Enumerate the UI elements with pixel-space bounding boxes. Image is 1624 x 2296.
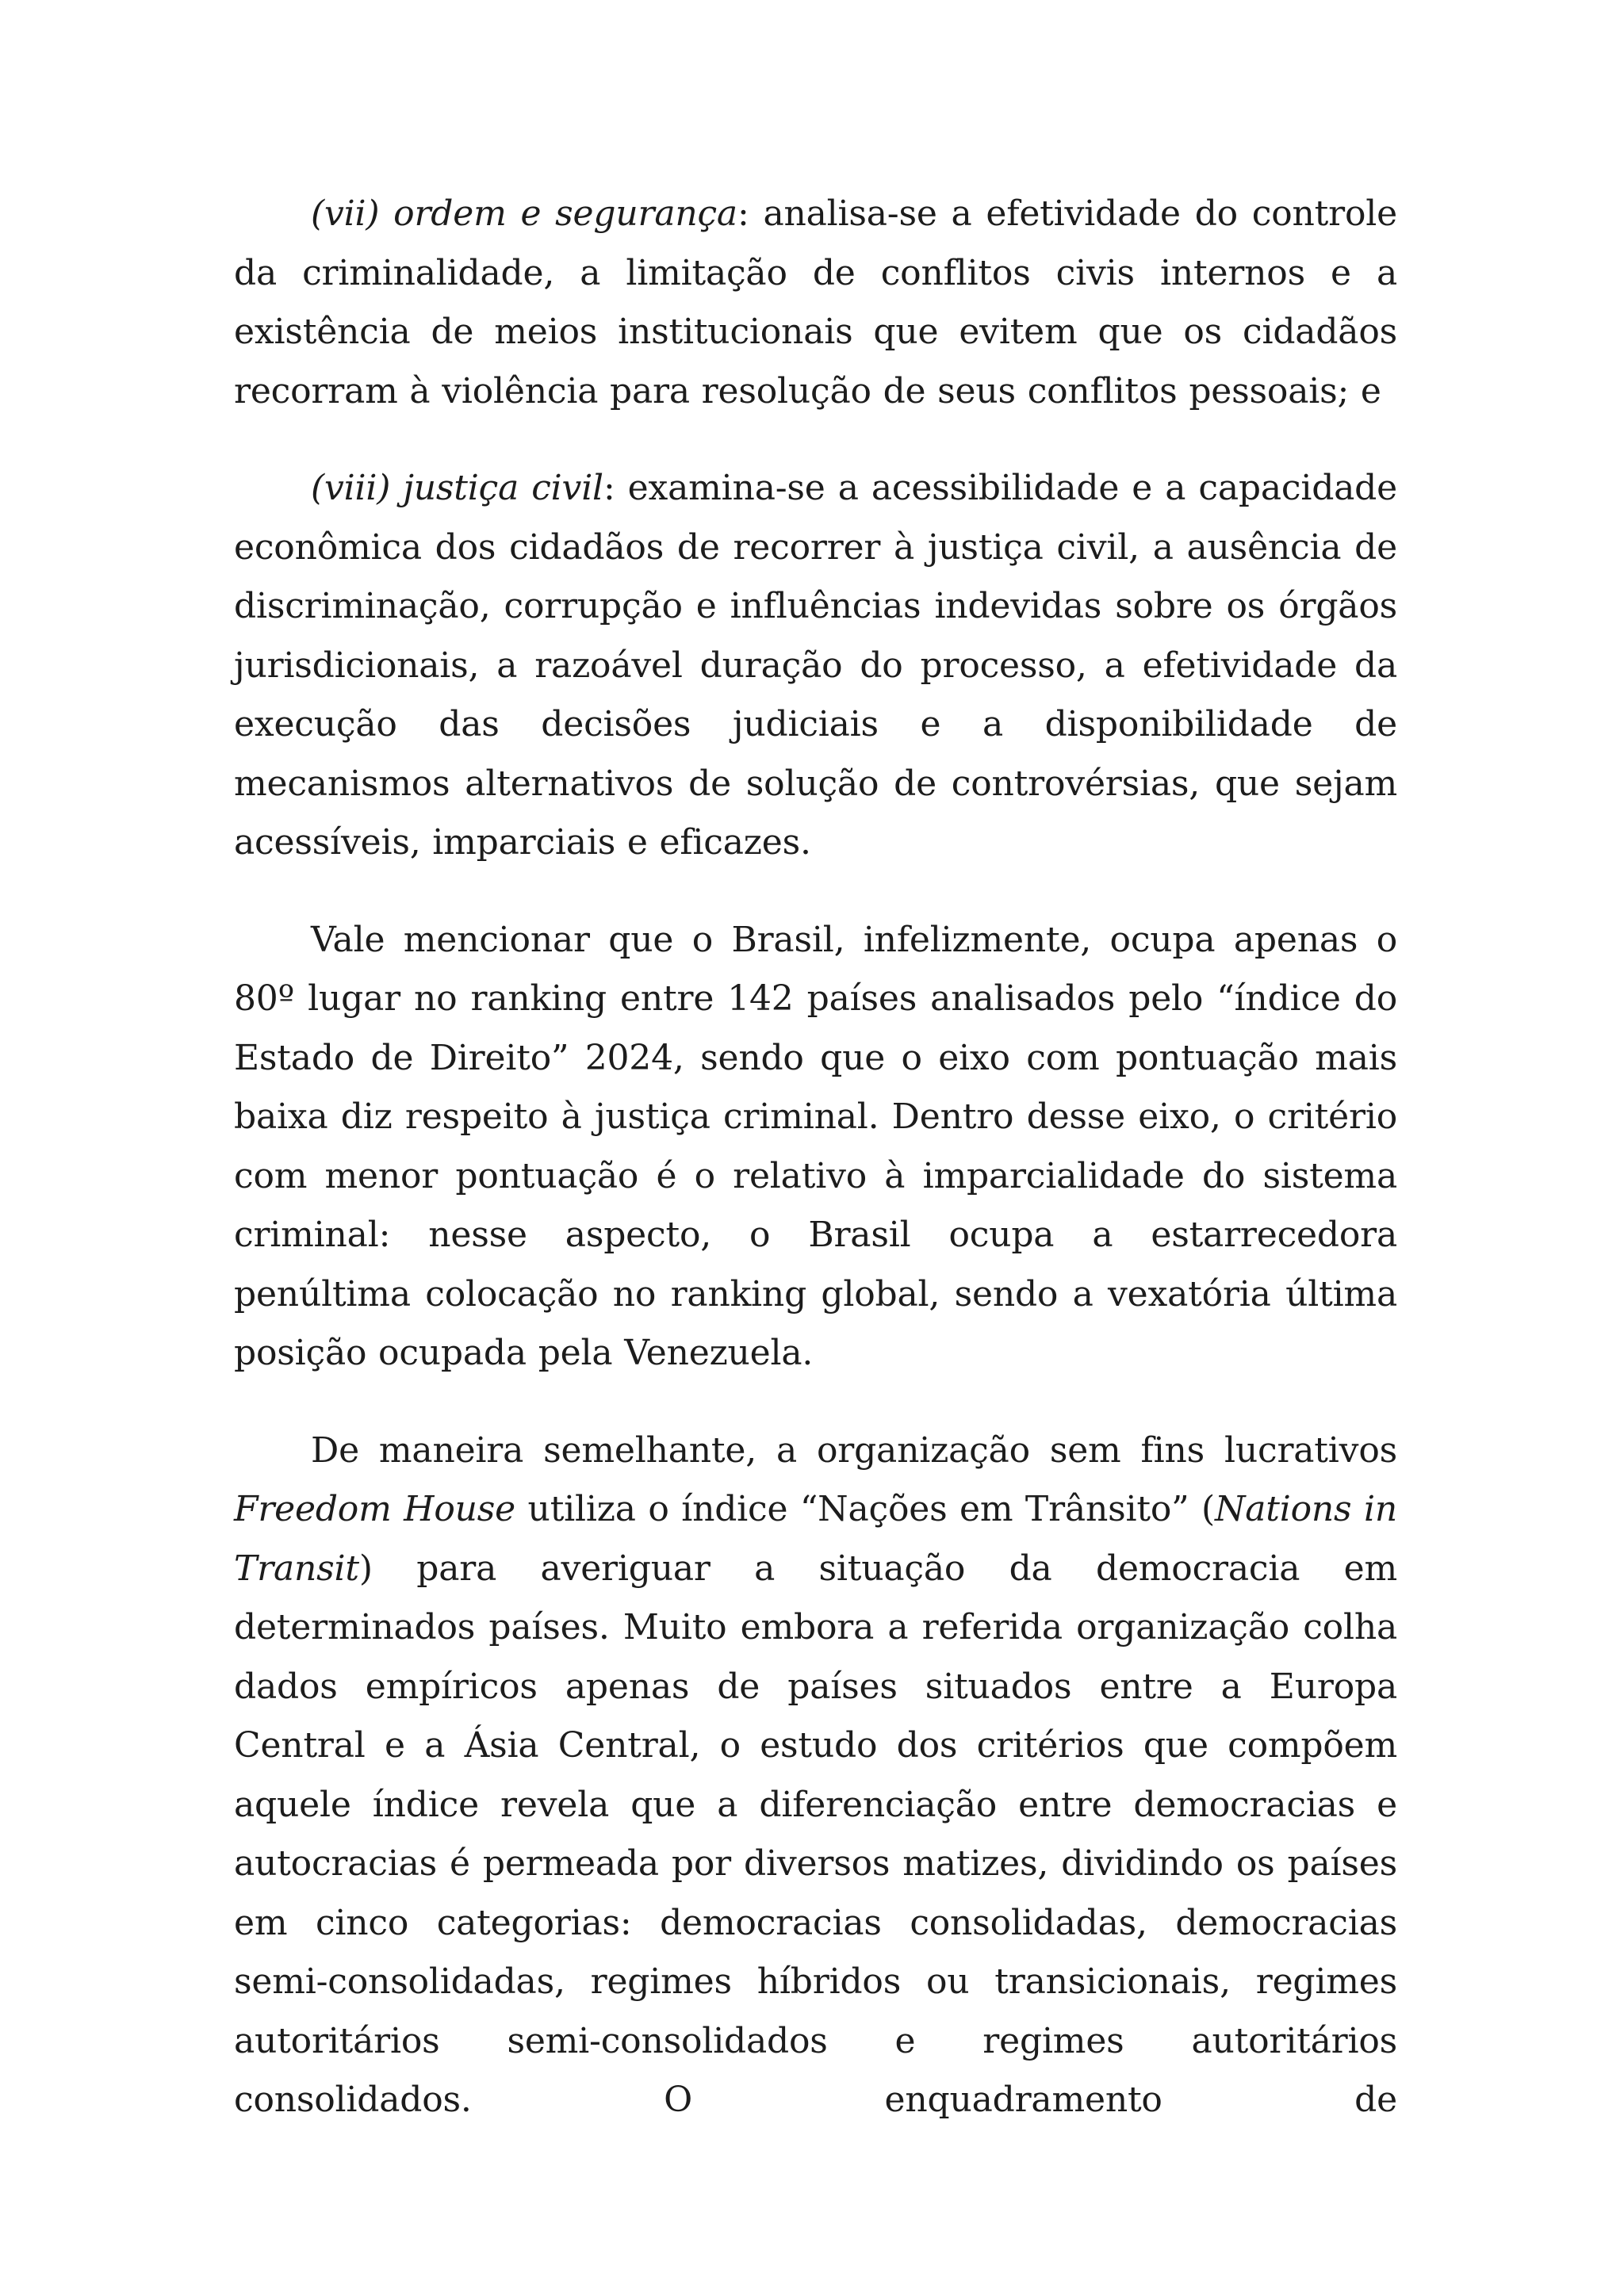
paragraph-brasil-ranking (234, 911, 1397, 1383)
criterion-title-vii: (vii) ordem e segurança (311, 193, 737, 234)
criterion-title-viii: (viii) justiça civil (311, 468, 603, 508)
paragraph-freedom-house (234, 1422, 1397, 2130)
freedom-house-text-2: utiliza o índice “Nações em Trânsito” ( (515, 1489, 1215, 1529)
freedom-house-text-1: De maneira semelhante, a organização sem fins lucrativos (311, 1429, 1397, 1471)
text-column (234, 185, 1397, 2130)
brasil-ranking-text: Vale mencionar que o Brasil, infelizmente, ocupa apenas o 80º lugar no ranking entre 142 países analisados pelo “índice do Estado de Direito” 2024, sendo que o eixo com pontuação mais baixa diz respeito à justiça criminal. Dentro desse eixo, o critério com menor pontuação é o relativo à imparcialidade do sistema criminal: nesse aspecto, o Brasil ocupa a estarrecedora penúltima colocação no ranking global, sendo a vexatória última posição ocupada pela Venezuela. (234, 919, 1397, 1373)
paragraph-justica-civil (234, 459, 1397, 873)
freedom-house-text-3: ) para averiguar a situação da democracia em determinados países. Muito embora a referida organização colha dados empíricos apenas de países situados entre a Europa Central e a Ásia Central, o estudo dos critérios que compõem aquele índice revela que a diferenciação entre democracias e autocracias é permeada por diversos matizes, dividindo os países em cinco categorias: democracias consolidadas, democracias semi-consolidadas, regimes híbridos ou transicionais, regimes autoritários semi-consolidados e regimes autoritários consolidados. O enquadramento de (234, 1548, 1397, 2120)
nations-in-transit-name: Nations in Transit (234, 1489, 1397, 1589)
criterion-body-vii: : analisa-se a efetividade do controle da criminalidade, a limitação de conflitos civis internos e a existência de meios institucionais que evitem que os cidadãos recorram à violência para resolução de seus conflitos pessoais; e (234, 193, 1397, 411)
criterion-body-viii: : examina-se a acessibilidade e a capacidade econômica dos cidadãos de recorrer à justiça civil, a ausência de discriminação, corrupção e influências indevidas sobre os órgãos jurisdicionais, a razoável duração do processo, a efetividade da execução das decisões judiciais e a disponibilidade de mecanismos alternativos de solução de controvérsias, que sejam acessíveis, imparciais e eficazes. (234, 468, 1397, 863)
freedom-house-name: Freedom House (234, 1489, 515, 1529)
paragraph-ordem-e-seguranca (234, 185, 1397, 421)
